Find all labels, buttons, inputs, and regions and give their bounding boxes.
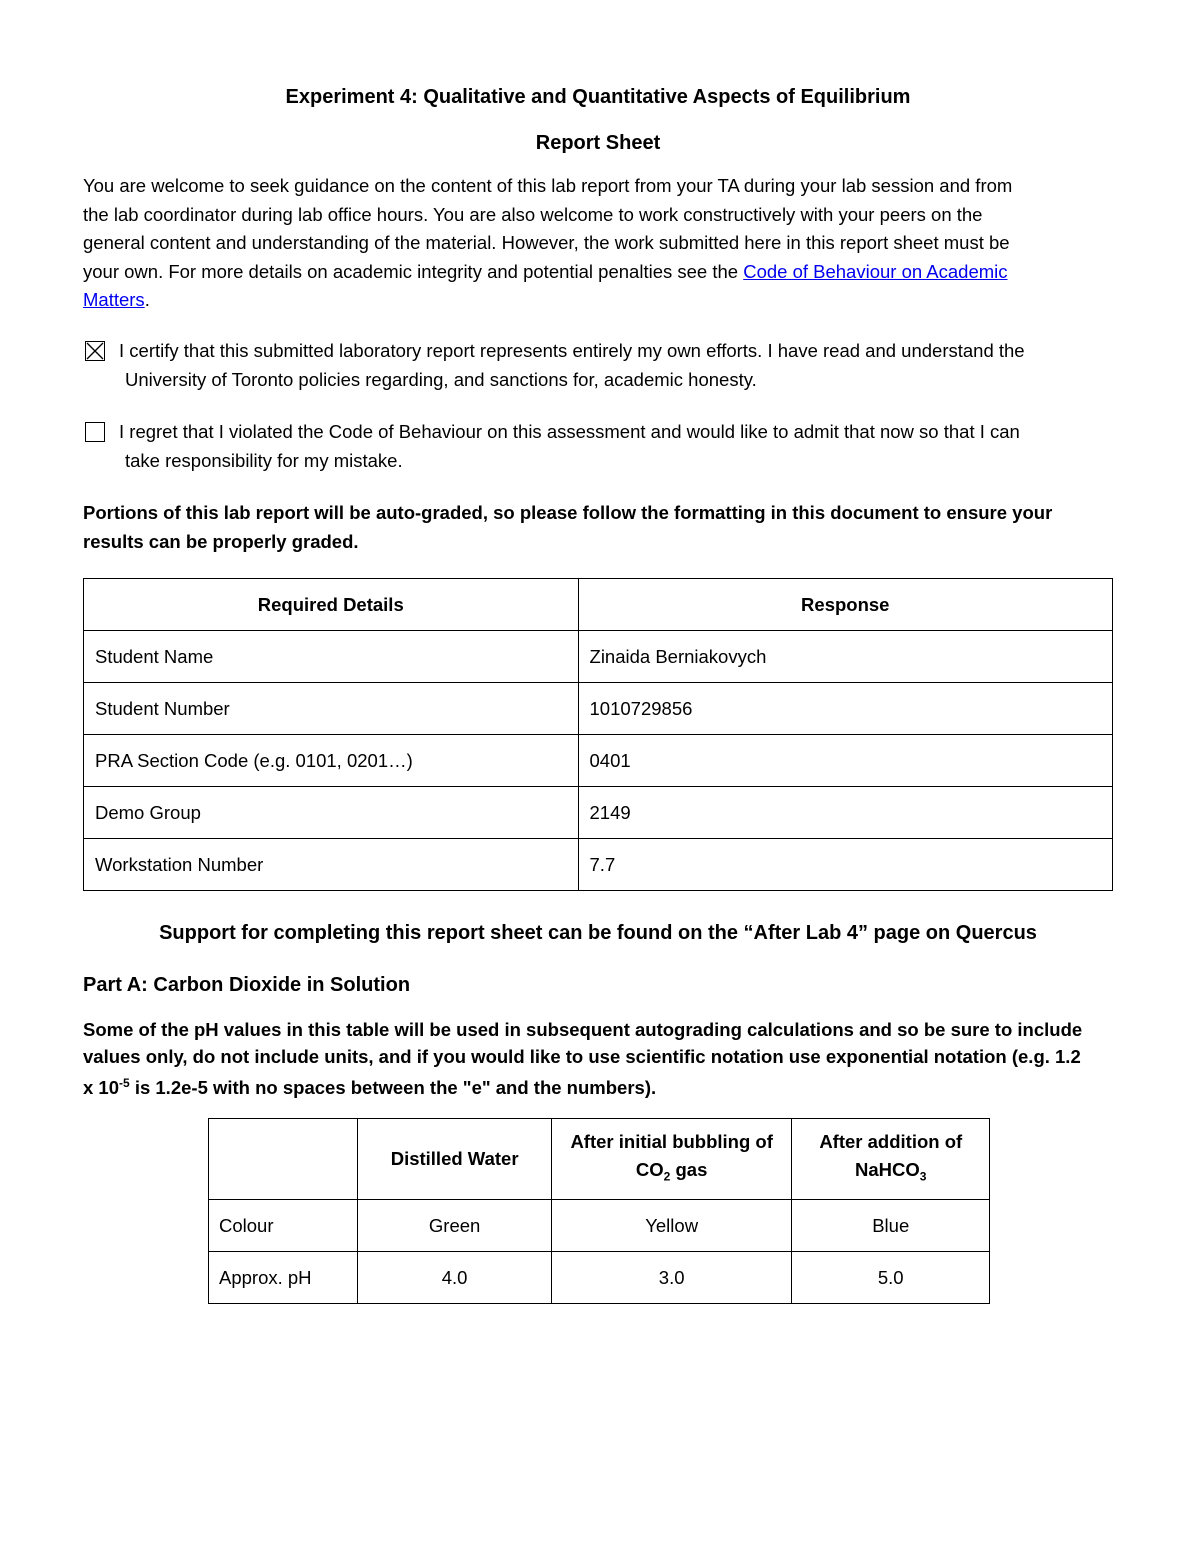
- ph-results-table: [208, 1118, 990, 1304]
- detail-label: Student Name: [84, 631, 579, 683]
- intro-line: Matters.: [83, 289, 150, 310]
- certify-checkbox[interactable]: [85, 341, 105, 361]
- intro-line: your own. For more details on academic integrity and potential penalties see the Code of Behaviour on Academic: [83, 260, 1008, 282]
- code-of-behaviour-link[interactable]: Code of Behaviour on Academic: [743, 260, 1008, 282]
- detail-label: Workstation Number: [84, 839, 579, 891]
- code-of-behaviour-link-cont[interactable]: Matters: [83, 289, 145, 310]
- table-cell[interactable]: 5.0: [792, 1252, 990, 1304]
- admit-checkbox[interactable]: [85, 422, 105, 442]
- admit-text: take responsibility for my mistake.: [125, 449, 403, 471]
- certify-text: University of Toronto policies regarding, and sanctions for, academic honesty.: [125, 368, 757, 390]
- table-header-row: [84, 579, 1113, 631]
- table-row: [209, 1252, 990, 1304]
- admit-text: I regret that I violated the Code of Behaviour on this assessment and would like to admit that now so that I can: [119, 421, 1020, 442]
- table-row: [84, 735, 1113, 787]
- intro-line: You are welcome to seek guidance on the content of this lab report from your TA during your lab session and from: [83, 175, 1013, 196]
- table-row: [209, 1200, 990, 1252]
- detail-response[interactable]: 1010729856: [578, 683, 1112, 735]
- column-header: Required Details: [84, 579, 579, 631]
- page-title: Experiment 4: Qualitative and Quantitative Aspects of Equilibrium: [285, 86, 911, 108]
- table-header-row: [209, 1119, 990, 1200]
- part-a-heading: Part A: Carbon Dioxide in Solution: [83, 974, 411, 996]
- checked-x-icon: [86, 342, 104, 360]
- table-cell[interactable]: 4.0: [358, 1252, 551, 1304]
- intro-line: the lab coordinator during lab office hours. You are also welcome to work constructively with your peers on the: [83, 203, 983, 225]
- intro-line: general content and understanding of the material. However, the work submitted here in this report sheet must be: [83, 232, 1010, 253]
- table-cell[interactable]: Blue: [792, 1200, 990, 1252]
- detail-response[interactable]: Zinaida Berniakovych: [578, 631, 1112, 683]
- table-row: [84, 787, 1113, 839]
- table-row: [84, 839, 1113, 891]
- detail-label: PRA Section Code (e.g. 0101, 0201…): [84, 735, 579, 787]
- row-label: Colour: [209, 1200, 358, 1252]
- detail-label: Student Number: [84, 683, 579, 735]
- table-cell[interactable]: 3.0: [551, 1252, 792, 1304]
- column-header: Response: [578, 579, 1112, 631]
- detail-response[interactable]: 0401: [578, 735, 1112, 787]
- table-row: [84, 631, 1113, 683]
- row-label: Approx. pH: [209, 1252, 358, 1304]
- table-row: [84, 683, 1113, 735]
- page-subtitle: Report Sheet: [535, 132, 661, 154]
- autograde-note: Portions of this lab report will be auto-graded, so please follow the formatting in this document to ensure your results can be properly graded.: [83, 502, 1053, 552]
- certify-text: I certify that this submitted laboratory report represents entirely my own efforts. I have read and understand the: [119, 340, 1025, 361]
- support-note: Support for completing this report sheet can be found on the “After Lab 4” page on Quercus: [159, 922, 1037, 944]
- column-header: After initial bubbling of $CO_2$ gas: [551, 1119, 792, 1200]
- detail-response[interactable]: 7.7: [578, 839, 1112, 891]
- table-cell[interactable]: Green: [358, 1200, 551, 1252]
- column-header: Distilled Water: [358, 1119, 551, 1200]
- intro-paragraph: [83, 172, 1113, 315]
- required-details-table: [83, 578, 1113, 891]
- table-cell[interactable]: Yellow: [551, 1200, 792, 1252]
- column-header: After addition of NaHCO$_3$: [792, 1119, 990, 1200]
- part-a-instructions: Some of the pH values in this table will be used in subsequent autograding calculations and so be sure to include values only, do not include units, and if you would like to use scientific notation use exponential notation (e.g. 1.2 x $10^{-5}$ is 1.2e-5 with no spaces between the "e" and the numbers).: [83, 1019, 1083, 1099]
- empty-header-cell: [209, 1119, 358, 1200]
- detail-label: Demo Group: [84, 787, 579, 839]
- detail-response[interactable]: 2149: [578, 787, 1112, 839]
